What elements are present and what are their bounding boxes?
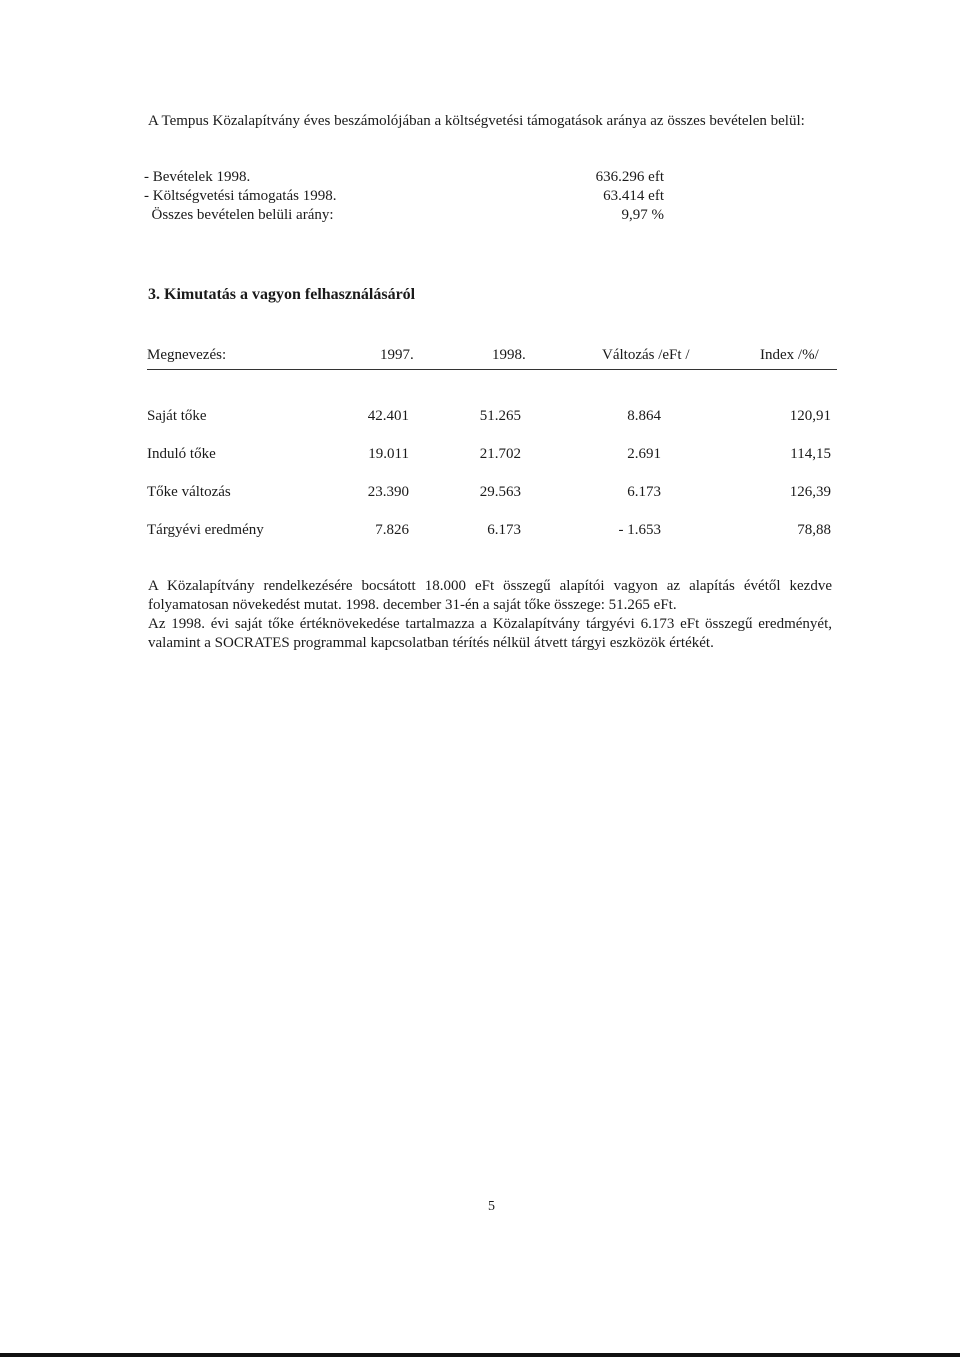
table-row bbox=[147, 408, 837, 462]
summary-label: - Bevételek 1998. bbox=[144, 169, 251, 185]
table-header-row bbox=[147, 347, 837, 370]
table-cell: 126,39 bbox=[789, 484, 831, 500]
summary-value: 636.296 eft bbox=[595, 169, 664, 185]
table-cell: Saját tőke bbox=[147, 408, 207, 424]
scan-bottom-edge bbox=[0, 1353, 960, 1357]
table-header-cell: Változás /eFt / bbox=[602, 347, 690, 363]
section-heading: 3. Kimutatás a vagyon felhasználásáról bbox=[148, 286, 416, 303]
table-cell: 7.826 bbox=[375, 522, 409, 538]
table-cell: 23.390 bbox=[367, 484, 409, 500]
table-cell: 120,91 bbox=[789, 408, 831, 424]
table-cell: - 1.653 bbox=[618, 522, 661, 538]
paragraph-line: Az 1998. évi saját tőke értéknövekedése tartalmazza a Közalapítvány tárgyévi 6.173 eFt összegű eredményét, valamint a SOCRATES programmal kapcsolatban térítés nélkül átvett tárgyi eszközök értékét. bbox=[148, 616, 832, 651]
table-cell: Tárgyévi eredmény bbox=[147, 522, 264, 538]
table-cell: 6.173 bbox=[487, 522, 521, 538]
intro-text: A Tempus Közalapítvány éves beszámolójában a költségvetési támogatások aránya az összes bevételen belül: bbox=[148, 113, 805, 129]
revenue-summary bbox=[144, 169, 664, 226]
summary-label: Összes bevételen belüli arány: bbox=[144, 207, 334, 223]
summary-value: 63.414 eft bbox=[603, 188, 664, 204]
summary-value: 9,97 % bbox=[621, 207, 664, 223]
table-cell: 42.401 bbox=[367, 408, 409, 424]
table-cell: 78,88 bbox=[797, 522, 831, 538]
paragraph-line: A Közalapítvány rendelkezésére bocsátott 18.000 eFt összegű alapítói vagyon az alapítás évétől kezdve folyamatosan növekedést mutat. 1998. december 31-én a saját tőke összege: 51.265 eFt. bbox=[148, 578, 832, 613]
table-row bbox=[147, 446, 837, 500]
summary-row-ratio bbox=[144, 207, 664, 226]
page-number: 5 bbox=[488, 1199, 495, 1214]
body-paragraph bbox=[148, 577, 832, 653]
table-cell: Induló tőke bbox=[147, 446, 216, 462]
table-cell: 8.864 bbox=[627, 408, 661, 424]
summary-label: - Költségvetési támogatás 1998. bbox=[144, 188, 337, 204]
table-header-cell: 1997. bbox=[380, 347, 414, 363]
table-header-cell: Megnevezés: bbox=[147, 347, 227, 363]
table-header-cell: 1998. bbox=[492, 347, 526, 363]
table-row bbox=[147, 484, 837, 538]
table-cell: 51.265 bbox=[479, 408, 521, 424]
table-cell: 19.011 bbox=[368, 446, 409, 462]
table-row bbox=[147, 370, 837, 424]
table-cell: 29.563 bbox=[479, 484, 521, 500]
table-header-cell: Index /%/ bbox=[760, 347, 819, 363]
summary-row-revenue bbox=[144, 169, 664, 188]
summary-row-budget-support bbox=[144, 188, 664, 207]
table-cell: 21.702 bbox=[479, 446, 521, 462]
table-cell: Tőke változás bbox=[147, 484, 231, 500]
table-cell: 114,15 bbox=[790, 446, 831, 462]
table-cell: 6.173 bbox=[627, 484, 661, 500]
asset-usage-table bbox=[147, 347, 837, 538]
table-cell: 2.691 bbox=[627, 446, 661, 462]
